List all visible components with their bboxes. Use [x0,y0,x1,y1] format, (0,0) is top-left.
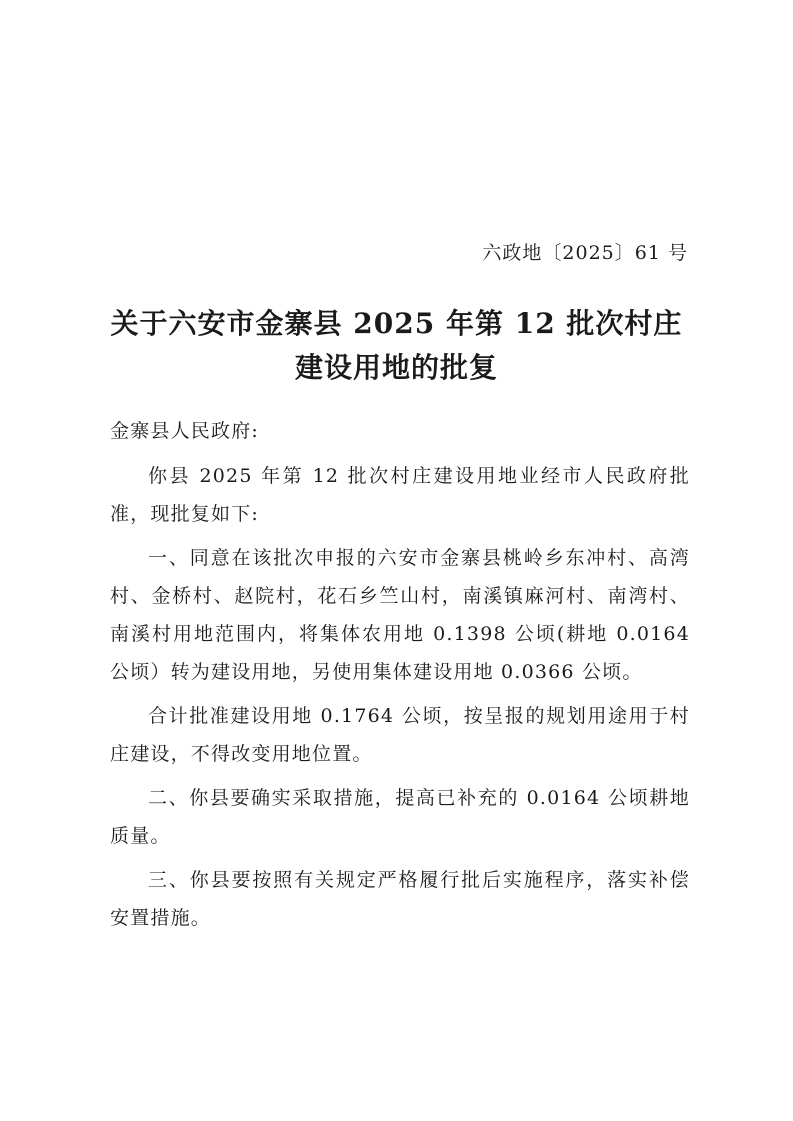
paragraph-total: 合计批准建设用地 0.1764 公顷，按呈报的规划用途用于村庄建设，不得改变用地位置。 [110,705,690,765]
document-number: 六政地〔2025〕61 号 [482,242,688,264]
paragraph-item-2: 二、你县要确实采取措施，提高已补充的 0.0164 公顷耕地质量。 [110,787,690,847]
title-line-1: 关于六安市金寨县 2025 年第 12 批次村庄 [110,307,683,340]
document-body [110,412,690,943]
document-title [0,302,793,390]
paragraph-item-1: 一、同意在该批次申报的六安市金寨县桃岭乡东冲村、高湾村、金桥村、赵院村，花石乡竺山村，南溪镇麻河村、南湾村、南溪村用地范围内，将集体农用地 0.1398 公顷(耕地 0.0164 公顷）转为建设用地，另使用集体建设用地 0.0366 公顷。 [110,547,690,683]
title-line-2: 建设用地的批复 [294,351,498,384]
addressee: 金寨县人民政府: [110,420,260,442]
paragraph-item-3: 三、你县要按照有关规定严格履行批后实施程序，落实补偿安置措施。 [110,869,690,929]
paragraph-intro: 你县 2025 年第 12 批次村庄建设用地业经市人民政府批准，现批复如下: [110,465,690,525]
